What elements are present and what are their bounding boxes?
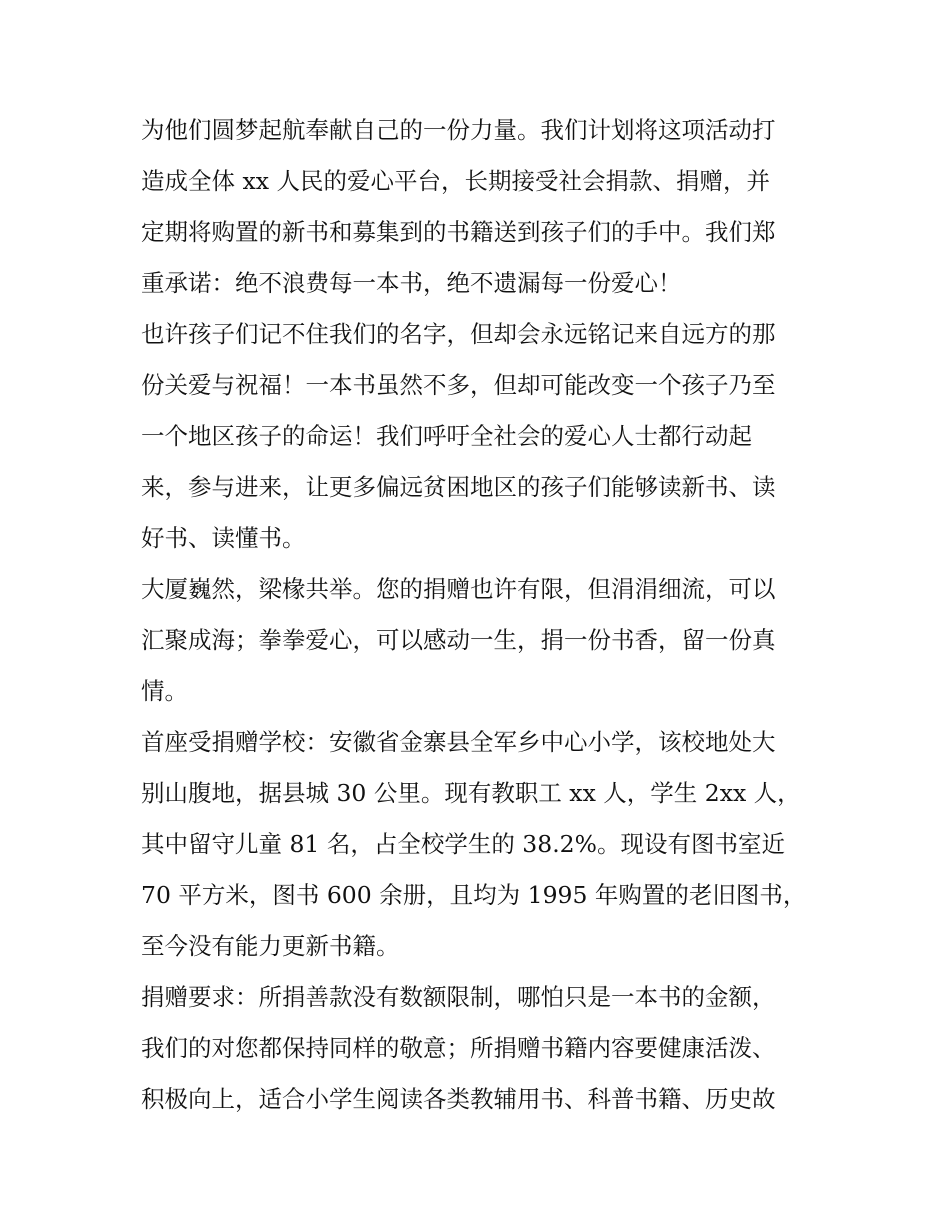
text-line: 好书、读懂书。 <box>141 524 306 552</box>
text-line: 70 平方米，图书 600 余册，且均为 1995 年购置的老旧图书， <box>141 881 807 909</box>
text-line: 情。 <box>141 677 188 705</box>
text-line: 捐赠要求：所捐善款没有数额限制，哪怕只是一本书的金额， <box>141 983 776 1011</box>
text-line: 积极向上，适合小学生阅读各类教辅用书、科普书籍、历史故 <box>141 1085 776 1113</box>
text-line: 来，参与进来，让更多偏远贫困地区的孩子们能够读新书、读 <box>141 473 776 501</box>
text-line: 定期将购置的新书和募集到的书籍送到孩子们的手中。我们郑 <box>141 218 776 246</box>
body-text <box>141 105 821 1125</box>
text-line: 重承诺：绝不浪费每一本书，绝不遗漏每一份爱心！ <box>141 269 682 297</box>
text-line: 至今没有能力更新书籍。 <box>141 932 400 960</box>
text-line: 一个地区孩子的命运！我们呼吁全社会的爱心人士都行动起 <box>141 422 752 450</box>
text-line: 别山腹地，据县城 30 公里。现有教职工 xx 人，学生 2xx 人， <box>141 779 801 807</box>
text-line: 汇聚成海；拳拳爱心，可以感动一生，捐一份书香，留一份真 <box>141 626 776 654</box>
text-line: 其中留守儿童 81 名，占全校学生的 38.2%。现设有图书室近 <box>141 830 785 858</box>
text-line: 造成全体 xx 人民的爱心平台，长期接受社会捐款、捐赠，并 <box>141 167 770 195</box>
text-line: 我们的对您都保持同样的敬意；所捐赠书籍内容要健康活泼、 <box>141 1034 776 1062</box>
text-line: 份关爱与祝福！一本书虽然不多，但却可能改变一个孩子乃至 <box>141 371 776 399</box>
text-line: 为他们圆梦起航奉献自己的一份力量。我们计划将这项活动打 <box>141 116 776 144</box>
text-line: 首座受捐赠学校：安徽省金寨县全军乡中心小学，该校地处大 <box>141 728 776 756</box>
text-line: 大厦巍然，梁椽共举。您的捐赠也许有限，但涓涓细流，可以 <box>141 575 776 603</box>
text-line: 也许孩子们记不住我们的名字，但却会永远铭记来自远方的那 <box>141 320 776 348</box>
